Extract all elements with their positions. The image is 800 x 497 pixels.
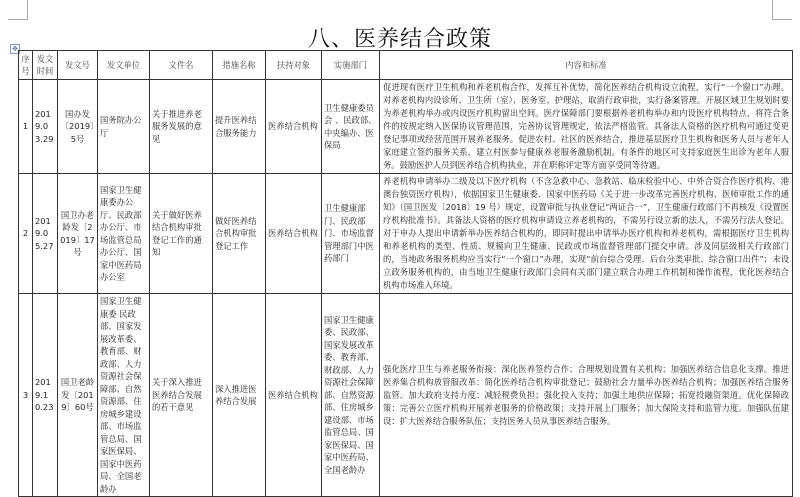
cell-target: 医养结合机构 bbox=[266, 80, 322, 174]
cell-measure: 提升医养结合服务能力 bbox=[213, 80, 266, 174]
cell-no: 3 bbox=[19, 294, 33, 497]
cell-date: 2019.10.23 bbox=[33, 294, 58, 497]
policy-table bbox=[18, 50, 793, 497]
cell-file-name: 关于深入推进医养结合发展的若干意见 bbox=[150, 294, 213, 497]
cell-date: 2019.03.29 bbox=[33, 80, 58, 174]
header-doc-no: 发文号 bbox=[58, 51, 98, 80]
cell-content: 养老机构申请举办二级及以下医疗机构（不含急救中心、急救站、临床检验中心、中外合资合作医疗机构、港澳台独资医疗机构），依据国家卫生健康委、国家中医药局《关于进一步改革完善医疗机构、医师审批工作的通知》（国卫医发〔2018〕19 号）规定，设置审批与执业登记“两证合一”，卫生健康行政部门不再核发《设置医疗机构批准书》。具备法人资格的医疗机构申请设立养老机构的，不需另行设立新的法人，不需另行法人登记。对于申办人提出申请新举办医养结合机构的，即同时提出申请举办医疗机构和养老机构，需根据医疗卫生机构和养老机构的类型、性质、规模向卫生健康、民政或市场监督管理部门提交申请。涉及同层级相关行政部门的，当地政务服务机构应当实行“一个窗口”办理，实现“前台综合受理、后台分类审批、综合窗口出件”；未设立政务服务机构的，由当地卫生健康行政部门会同有关部门建立联合办理工作机制和操作流程，优化医养结合机构市场准入环境。 bbox=[380, 174, 793, 294]
table-move-handle-icon[interactable]: ✥ bbox=[10, 44, 20, 54]
cell-content: 强化医疗卫生与养老服务衔接：深化医养签约合作；合理规划设置有关机构；加强医养结合信息化支撑。推进医养集合机构放管服改革：简化医养结合机构审批登记；鼓励社会力量举办医养结合机构；加强医养结合服务监管。加大政府支持力度：减轻税费负担；强化投入支持；加强土地供应保障；拓宽投融资渠道。优化保障政策：完善公立医疗机构开展养老服务的价格政策；支持开展上门服务；加大保险支持和监管力度。加强队伍建设：扩大医养结合服务队伍；支持医务人员从事医养结合服务。 bbox=[380, 294, 793, 497]
header-date: 发文时间 bbox=[33, 51, 58, 80]
table-row bbox=[19, 80, 793, 174]
header-measure: 措施名称 bbox=[213, 51, 266, 80]
cell-issuer: 国务院办公厅 bbox=[98, 80, 150, 174]
header-department: 实施部门 bbox=[322, 51, 380, 80]
cell-department: 卫生健康委员会 、民政部、中央编办、医保局 bbox=[322, 80, 380, 174]
cell-measure: 做好医养结合机构审批登记工作 bbox=[213, 174, 266, 294]
page-title: 八、医养结合政策 bbox=[307, 27, 492, 52]
cell-no: 2 bbox=[19, 174, 33, 294]
cell-issuer: 国家卫生健康委办公厅、民政部办公厅、市场监管总局办公厅、国家中医药局办公室 bbox=[98, 174, 150, 294]
cell-doc-no: 国办发〔2019〕5号 bbox=[58, 80, 98, 174]
cell-measure: 深入推进医养结合发展 bbox=[213, 294, 266, 497]
header-file-name: 文件名 bbox=[150, 51, 213, 80]
header-no: 序号 bbox=[19, 51, 33, 80]
cell-file-name: 关于推进养老服务发展的意见 bbox=[150, 80, 213, 174]
cell-no: 1 bbox=[19, 80, 33, 174]
page-corner-mark bbox=[772, 0, 792, 20]
cell-issuer: 国家卫生健康委 民政部、国家发展改革委、教育部、财政部、人力资源社会保障部、自然资源部、住房城乡建设部、市场监管总局、国家医保局、国家中医药局、全国老龄办 bbox=[98, 294, 150, 497]
header-content: 内容和标准 bbox=[380, 51, 793, 80]
table-header-row bbox=[19, 51, 793, 80]
cell-department: 卫生健康部门、民政部门、市场监督管理部门中医药部门 bbox=[322, 174, 380, 294]
cell-file-name: 关于做好医养结合机构审批登记工作的通知 bbox=[150, 174, 213, 294]
cell-date: 2019.05.27 bbox=[33, 174, 58, 294]
page-corner-mark bbox=[8, 0, 28, 20]
table-row bbox=[19, 294, 793, 497]
header-target: 扶持对象 bbox=[266, 51, 322, 80]
table-row bbox=[19, 174, 793, 294]
cell-target: 医养结合机构 bbox=[266, 174, 322, 294]
cell-target: 医养结合机构 bbox=[266, 294, 322, 497]
cell-doc-no: 国卫办老龄发〔2019〕17号 bbox=[58, 174, 98, 294]
cell-department: 国家卫生健康委、民政部、国家发展改革委、教育部、财政部、人力资源社会保障部、自然资源部、住房城乡建设部、市场监管总局、国家医保局、国家中医药局、全国老龄办 bbox=[322, 294, 380, 497]
cell-doc-no: 国卫老龄发〔2019〕60号 bbox=[58, 294, 98, 497]
cell-content: 促进现有医疗卫生机构和养老机构合作，发挥互补优势，简化医养结合机构设立流程，实行“一个窗口”办理。对养老机构内设诊所、卫生所（室）、医务室、护理站，取消行政审批，实行备案管理。开展区域卫生规划时要为养老机构举办或内设医疗机构留出空间。医疗保障部门要根据养老机构举办和内设医疗机构特点，将符合条件的按规定纳入医保协议管理范围，完善协议管理规定，依法严格监管。具备法人资格的医疗机构可通过变更登记事项或经营范围开展养老服务。促进农村、社区的医养结合，推进基层医疗卫生机构和医务人员与老年人家庭建立签约服务关系，建立村医参与健康养老服务激励机制。有条件的地区可支持家庭医生出诊为老年人服务。鼓励医护人员到医养结合机构执业，并在职称评定等方面享受同等待遇。 bbox=[380, 80, 793, 174]
header-issuer: 发文单位 bbox=[98, 51, 150, 80]
